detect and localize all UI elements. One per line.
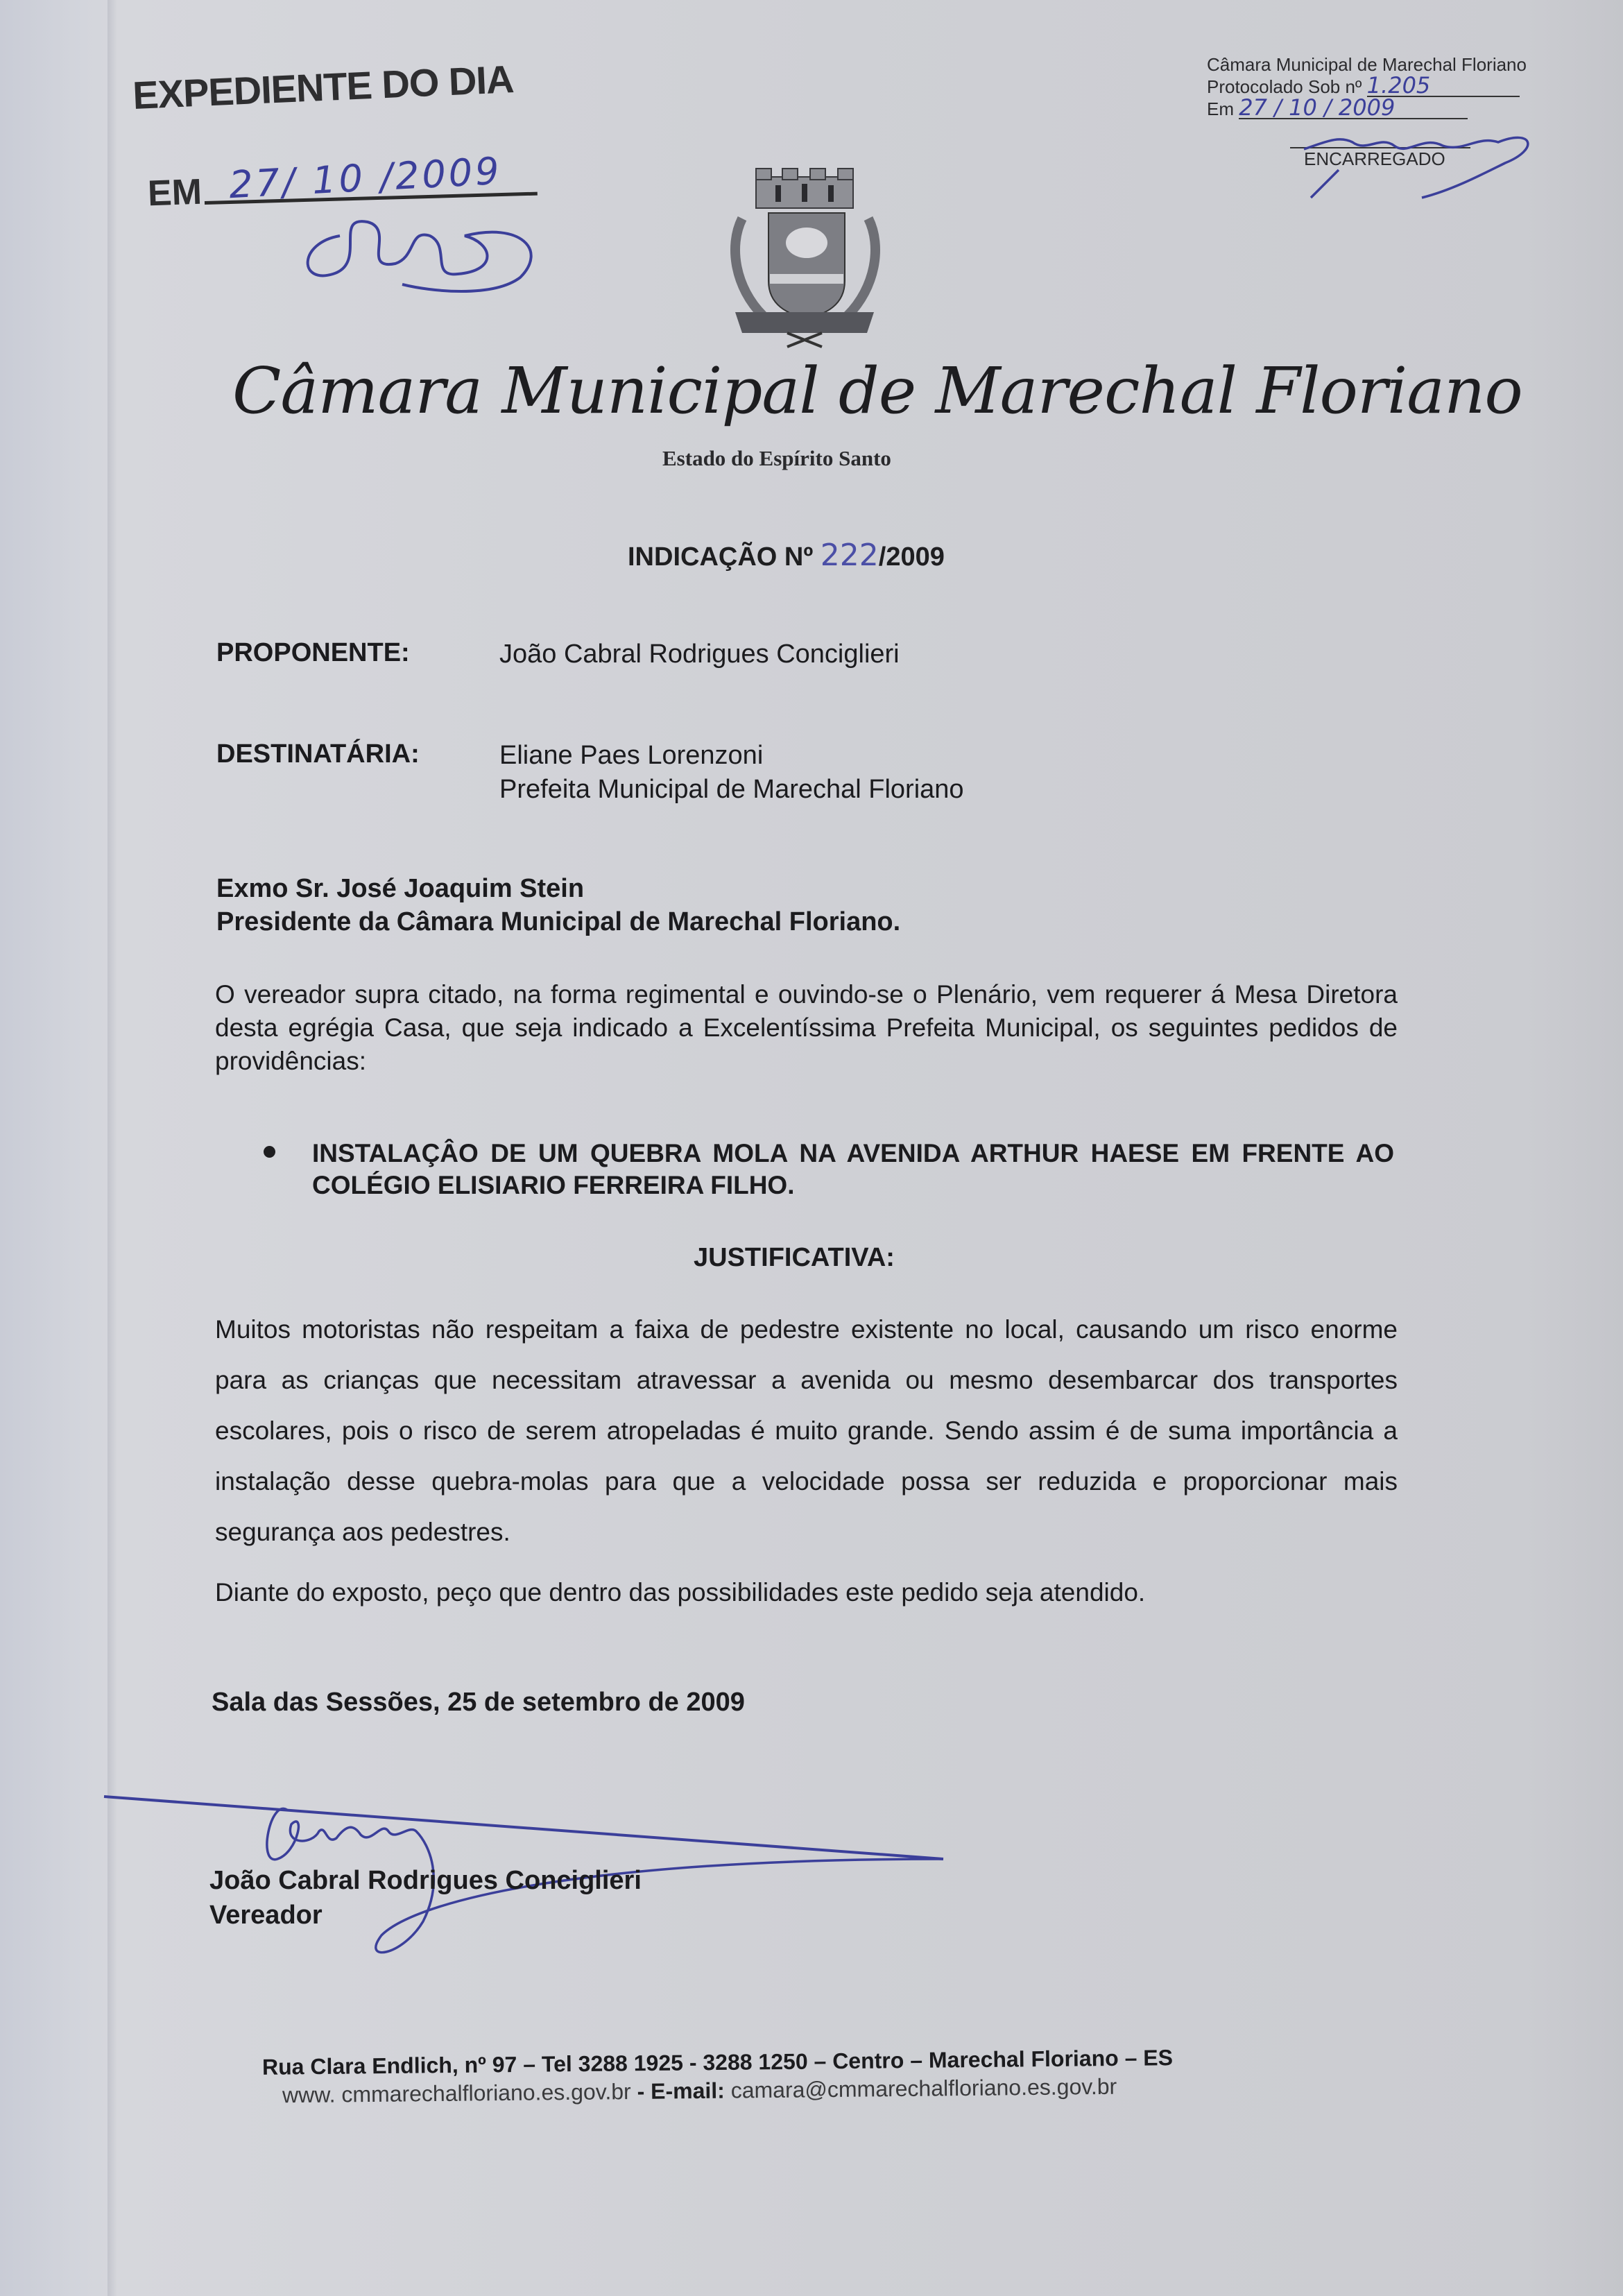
footer-website[interactable]: www. cmmarechalfloriano.es.gov.br: [282, 2079, 631, 2108]
justificativa-paragraph: Muitos motoristas não respeitam a faixa de pedestre existente no local, causando um risco enorme para as crianças que necessitam atravessar a avenida ou mesmo desembarcar dos transportes escolares, pois o risco de serem atropeladas é muito grande. Sendo assim é de suma importância a instalação desse quebra-molas para que a velocidade possa ser reduzida e proporcionar mais segurança aos pedestres.: [215, 1315, 1398, 1546]
protocol-date-value: 27 / 10 / 2009: [1239, 97, 1468, 119]
intro-paragraph: O vereador supra citado, na forma regimental e ouvindo-se o Plenário, vem requerer á Mesa Diretora desta egrégia Casa, que seja indicado a Excelentíssima Prefeita Municipal, os seguintes pedidos de providências:: [215, 980, 1398, 1075]
footer-contact: [282, 2074, 1117, 2109]
addressee-title: Presidente da Câmara Municipal de Marechal Floriano.: [216, 907, 901, 936]
closing-request-paragraph: Diante do exposto, peço que dentro das possibilidades este pedido seja atendido.: [215, 1578, 1146, 1607]
expediente-handwritten-date: 27/ 10 /2009: [227, 148, 503, 207]
expediente-stamp-title: EXPEDIENTE DO DIA: [132, 57, 515, 117]
request-item: INSTALAÇÂO DE UM QUEBRA MOLA NA AVENIDA ARTHUR HAESE EM FRENTE AO COLÉGIO ELISIARIO FERREIRA FILHO.: [312, 1139, 1394, 1199]
proponente-name: João Cabral Rodrigues Conciglieri: [499, 640, 900, 669]
sessions-place-date: Sala das Sessões, 25 de setembro de 2009: [212, 1688, 745, 1717]
footer-address: Rua Clara Endlich, nº 97 – Tel 3288 1925 - 3288 1250 – Centro – Marechal Floriano – ES: [261, 2045, 1174, 2080]
destinataria-name: Eliane Paes Lorenzoni: [499, 741, 764, 770]
protocol-stamp-institution: Câmara Municipal de Marechal Floriano: [1207, 54, 1527, 75]
protocol-number-label: Protocolado Sob nº: [1207, 76, 1362, 97]
bullet-icon: [264, 1146, 275, 1158]
footer-email[interactable]: camara@cmmarechalfloriano.es.gov.br: [730, 2073, 1117, 2103]
destinataria-label: DESTINATÁRIA:: [216, 739, 420, 769]
justificativa-heading: JUSTIFICATIVA:: [694, 1243, 895, 1272]
institution-title: Câmara Municipal de Marechal Floriano: [232, 354, 1522, 428]
protocol-signature-icon: [1283, 121, 1547, 205]
protocol-date-label: Em: [1207, 98, 1234, 119]
indicacao-year: /2009: [878, 542, 945, 572]
signer-role: Vereador: [209, 1901, 323, 1930]
expediente-stamp-em-label: EM: [147, 171, 203, 214]
protocol-signer-label: ENCARREGADO: [1290, 147, 1470, 169]
addressee-name: Exmo Sr. José Joaquim Stein: [216, 874, 585, 903]
indicacao-heading: [628, 538, 945, 573]
institution-subtitle: Estado do Espírito Santo: [662, 446, 891, 470]
protocol-number-value: 1.205: [1367, 75, 1520, 97]
expediente-signature-icon: [291, 208, 555, 305]
indicacao-label: INDICAÇÃO Nº: [628, 542, 814, 572]
municipal-crest-icon: [714, 163, 895, 350]
proponente-label: PROPONENTE:: [216, 638, 410, 667]
indicacao-number: 222: [820, 538, 879, 573]
destinataria-role: Prefeita Municipal de Marechal Floriano: [499, 775, 964, 804]
footer-email-label: - E-mail:: [637, 2077, 725, 2104]
signer-name: João Cabral Rodrigues Conciglieri: [209, 1866, 642, 1895]
